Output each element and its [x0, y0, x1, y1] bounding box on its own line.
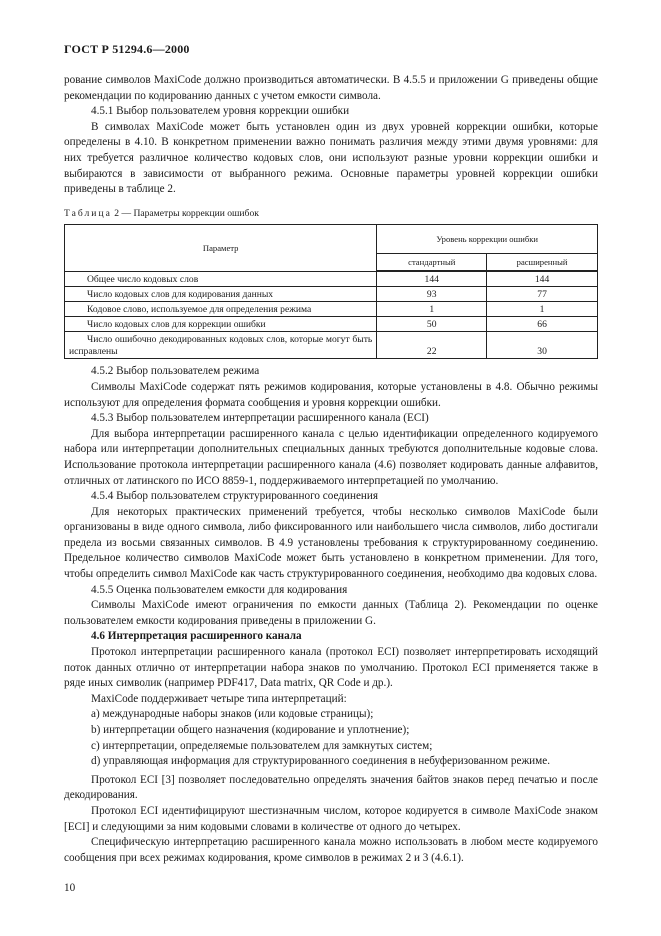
table-cell-extended: 66 — [487, 317, 598, 332]
list-item: c) интерпретации, определяемые пользователем для замкнутых систем; — [91, 739, 433, 752]
table-cell-parameter: Общее число кодовых слов — [65, 271, 377, 287]
list-item: b) интерпретации общего назначения (кодирование и уплотнение); — [91, 724, 410, 736]
table-row — [65, 317, 598, 332]
table-caption-text: 2 — Параметры коррекции ошибок — [114, 207, 259, 219]
paragraph-continuation: рование символов MaxiCode должно производиться автоматически. В 4.5.5 и приложении G приведены общие рекомендации по кодированию данных с учетом емкости символа. — [64, 74, 598, 102]
paragraph-4-5-1: В символах MaxiCode может быть установлен один из двух уровней коррекции ошибки, которые определены в 4.10. В конкретном применении важно понимать различия между этими двумя уровнями: для них требуется различное количество кодовых слов, они используют разные уровни коррекции ошибки и выбираются в зависимости от выбранного режима. Основные параметры уровней коррекции ошибки приведены в таблице 2. — [64, 120, 598, 196]
paragraph-4-5-4: Для некоторых практических применений требуется, чтобы несколько символов MaxiCode были организованы в виде одного символа, либо фиксированного или наибольшего числа символов, либо достигали предела из восьми связанных символов. В 4.9 установлены требования к структурированному соединению. Предельное количество символов MaxiCode может быть установлено в конкретном применении. Для того, чтобы определить символ MaxiCode как часть структурированного соединения, необходимо два кодовых слова. — [64, 505, 598, 581]
table-row — [65, 287, 598, 302]
paragraph-4-5-3: Для выбора интерпретации расширенного канала с целью идентификации определенного кодируемого набора или интерпретации дополнительных специальных данных требуются дополнительные кодовые слова. Использование протокола интерпретации расширенного канала (4.6) позволяет кодировать данные алфавитов, отличных от латинского по ИСО 8859-1, поддерживаемого интерпретацией по умолчанию. — [64, 427, 598, 487]
column-header-extended: расширенный — [487, 254, 598, 272]
table-cell-parameter: Кодовое слово, используемое для определения режима — [65, 302, 377, 317]
column-header-standard: стандартный — [377, 254, 487, 272]
section-heading-4-5-3: 4.5.3 Выбор пользователем интерпретации расширенного канала (ECI) — [91, 412, 429, 425]
page-content — [64, 73, 598, 866]
table-cell-parameter: Число кодовых слов для коррекции ошибки — [65, 317, 377, 332]
table-cell-extended: 77 — [487, 287, 598, 302]
table-caption — [64, 206, 598, 222]
section-heading-4-6: 4.6 Интерпретация расширенного канала — [91, 630, 302, 643]
section-heading-4-5-2: 4.5.2 Выбор пользователем режима — [91, 365, 260, 378]
list-item: a) международные наборы знаков (или кодовые страницы); — [91, 708, 374, 721]
error-correction-table — [64, 224, 598, 359]
paragraph-4-5-2: Символы MaxiCode содержат пять режимов кодирования, которые установлены в 4.8. Обычно режимы используют для определения формата сообщения и уровня коррекции ошибки. — [64, 380, 598, 409]
page-number: 10 — [64, 882, 76, 894]
table-row — [65, 302, 598, 317]
table-row — [65, 332, 598, 359]
paragraph-4-6-eci-ref: Протокол ECI [3] позволяет последовательно определять значения байтов знаков перед печатью и после декодирования. — [64, 773, 598, 802]
list-item: d) управляющая информация для структурированного соединения в небуферизованном режиме. — [91, 755, 551, 768]
table-cell-standard: 22 — [377, 332, 487, 359]
section-heading-4-5-1: 4.5.1 Выбор пользователем уровня коррекции ошибки — [91, 105, 350, 118]
table-cell-extended: 30 — [487, 332, 598, 359]
table-cell-standard: 93 — [377, 287, 487, 302]
section-heading-4-5-4: 4.5.4 Выбор пользователем структурированного соединения — [91, 490, 379, 503]
table-cell-standard: 50 — [377, 317, 487, 332]
table-cell-standard: 1 — [377, 302, 487, 317]
table-cell-standard: 144 — [377, 271, 487, 287]
column-header-level: Уровень коррекции ошибки — [377, 225, 598, 254]
table-cell-extended: 144 — [487, 271, 598, 287]
paragraph-4-6-eci-id: Протокол ECI идентифицируют шестизначным числом, которое кодируется в символе MaxiCode знаком [ECI] и следующими за ним кодовыми словами в количестве от одного до четырех. — [64, 804, 598, 833]
paragraph-4-6-eci: Протокол интерпретации расширенного канала (протокол ECI) позволяет интерпретировать исходящий поток данных отлично от интерпретации набора знаков по умолчанию. Протокол ECI применяется также в ряде иных символик (например PDF417, Data matrix, QR Code и др.). — [64, 646, 598, 690]
table-caption-word: Таблица — [64, 207, 112, 219]
section-heading-4-5-5: 4.5.5 Оценка пользователем емкости для кодирования — [91, 583, 348, 596]
paragraph-4-6-types-intro: MaxiCode поддерживает четыре типа интерпретаций: — [91, 692, 347, 705]
table-cell-parameter: Число кодовых слов для кодирования данных — [65, 287, 377, 302]
table-cell-parameter: Число ошибочно декодированных кодовых слов, которые могут быть исправлены — [65, 332, 377, 359]
paragraph-4-5-5: Символы MaxiCode имеют ограничения по емкости данных (Таблица 2). Рекомендации по оценке пользователем емкости кодирования приведены в приложении G. — [64, 599, 598, 627]
table-row — [65, 271, 598, 287]
table-cell-extended: 1 — [487, 302, 598, 317]
standard-header: ГОСТ Р 51294.6—2000 — [64, 42, 190, 56]
column-header-parameter: Параметр — [65, 225, 377, 272]
paragraph-4-6-eci-usage: Специфическую интерпретацию расширенного канала можно использовать в любом месте кодируемого сообщения при всех режимах кодирования, кроме символов в режимах 2 и 3 (4.6.1). — [64, 836, 598, 864]
